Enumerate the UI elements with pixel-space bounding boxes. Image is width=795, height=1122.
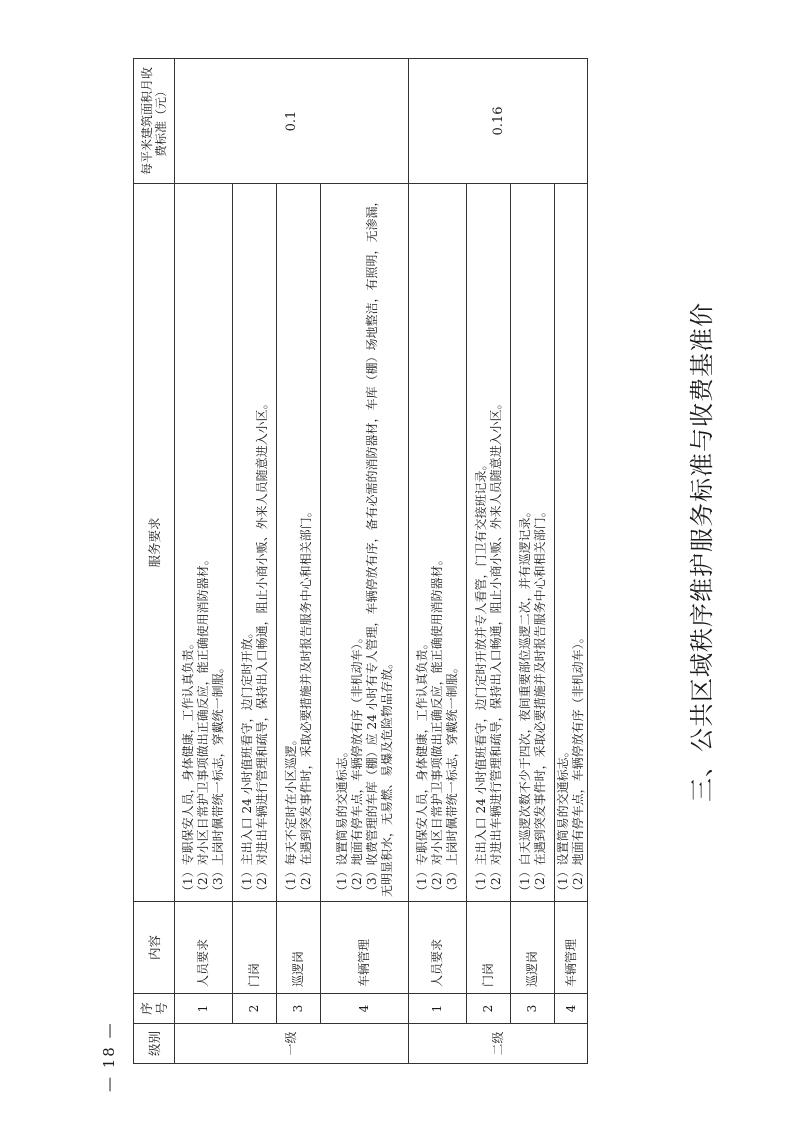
requirement-line: （3）收费管理的车库（棚）应 24 小时有专人管理，车辆停放有序，备有必需的消防器材，车库（棚）场地整洁，有照明，无渗漏，无明显积水，无易燃、易爆及危险物品存放。: [364, 194, 394, 897]
table-row: [409, 59, 467, 1064]
requirement-line: （1）白天巡逻次数不少于四次，夜间重要部位巡逻二次，并有巡逻记录。: [517, 505, 532, 897]
service-standard-table: [133, 58, 588, 1064]
row-number-cell: 1: [409, 994, 467, 1024]
row-number-cell: 3: [511, 994, 555, 1024]
requirement-line: （1）设置简易的交通标志。: [556, 745, 570, 897]
table-row: [511, 59, 555, 1064]
level-cell: 一级: [175, 1024, 409, 1064]
content-cell: 人员要求: [175, 902, 233, 994]
table-body: [175, 59, 588, 1064]
page-number: — 18 —: [100, 1021, 118, 1092]
requirement-line: （1）专职保安人员，身体健康，工作认真负责。: [181, 637, 195, 897]
content-cell: 车辆管理: [321, 902, 409, 994]
content-cell: 人员要求: [409, 902, 467, 994]
row-number-cell: 4: [321, 994, 409, 1024]
row-number-cell: 3: [277, 994, 321, 1024]
requirement-line: （2）对进出车辆进行管理和疏导，保持出入口畅通，阻止小商小贩、外来人员随意进入小区。: [254, 397, 269, 897]
table-header-row: [134, 59, 175, 1064]
requirement-line: （1）专职保安人员，身体健康，工作认真负责。: [415, 637, 429, 897]
table-row: [467, 59, 511, 1064]
requirements-cell: [277, 184, 321, 902]
header-content: 内容: [134, 902, 175, 994]
requirements-cell: [321, 184, 409, 902]
requirement-line: （2）在遇到突发事件时，采取必要措施并及时报告服务中心和相关部门。: [532, 505, 547, 897]
requirements-cell: [467, 184, 511, 902]
requirement-line: （1）主出入口 24 小时值班看守，边门定时开放。: [239, 626, 254, 897]
table-row: [175, 59, 233, 1064]
header-fee: 每平米建筑面积月收费标准（元）: [134, 59, 175, 184]
requirement-line: （2）对进出车辆进行管理和疏导，保持出入口畅通，阻止小商小贩、外来人员随意进入小区。: [488, 397, 503, 897]
content-cell: 车辆管理: [555, 902, 588, 994]
table-row: [277, 59, 321, 1064]
header-no: 序号: [134, 994, 175, 1024]
requirement-line: （1）主出入口 24 小时值班看守，边门定时开放并专人看管，门卫有交接班记录。: [473, 458, 488, 897]
level-cell: 二级: [409, 1024, 588, 1064]
requirement-line: （1）设置简易的交通标志。: [334, 745, 349, 897]
fee-cell: 0.16: [409, 59, 588, 184]
requirement-line: （3）上岗时佩带统一标志，穿戴统一制服。: [211, 661, 225, 897]
requirements-cell: [409, 184, 467, 902]
requirement-line: （3）上岗时佩带统一标志，穿戴统一制服。: [445, 661, 459, 897]
requirement-line: （1）每天不定时在小区巡逻。: [283, 733, 298, 897]
row-number-cell: 4: [555, 994, 588, 1024]
table-row: [321, 59, 409, 1064]
header-requirements: 服务要求: [134, 184, 175, 902]
requirements-cell: [555, 184, 588, 902]
requirement-line: （2）在遇到突发事件时，采取必要措施并及时报告服务中心和相关部门。: [298, 505, 313, 897]
requirement-line: （2）对小区日常护卫事项做出正确反应，能正确使用消防器材。: [430, 553, 444, 897]
content-cell: 门岗: [467, 902, 511, 994]
content-cell: 巡逻岗: [277, 902, 321, 994]
requirement-line: （2）地面有停车点，车辆停放有序（非机动车）。: [571, 631, 585, 897]
requirements-cell: [175, 184, 233, 902]
requirement-line: （2）地面有停车点，车辆停放有序（非机动车）。: [349, 631, 364, 897]
requirements-cell: [511, 184, 555, 902]
content-cell: 门岗: [233, 902, 277, 994]
requirement-line: （2）对小区日常护卫事项做出正确反应，能正确使用消防器材。: [196, 553, 210, 897]
table-row: [555, 59, 588, 1064]
header-level: 级别: [134, 1024, 175, 1064]
requirements-cell: [233, 184, 277, 902]
row-number-cell: 1: [175, 994, 233, 1024]
row-number-cell: 2: [467, 994, 511, 1024]
page-title: 三、公共区域秩序维护服务标准与收费基准价: [688, 302, 716, 802]
content-cell: 巡逻岗: [511, 902, 555, 994]
row-number-cell: 2: [233, 994, 277, 1024]
table-row: [233, 59, 277, 1064]
fee-cell: 0.1: [175, 59, 409, 184]
